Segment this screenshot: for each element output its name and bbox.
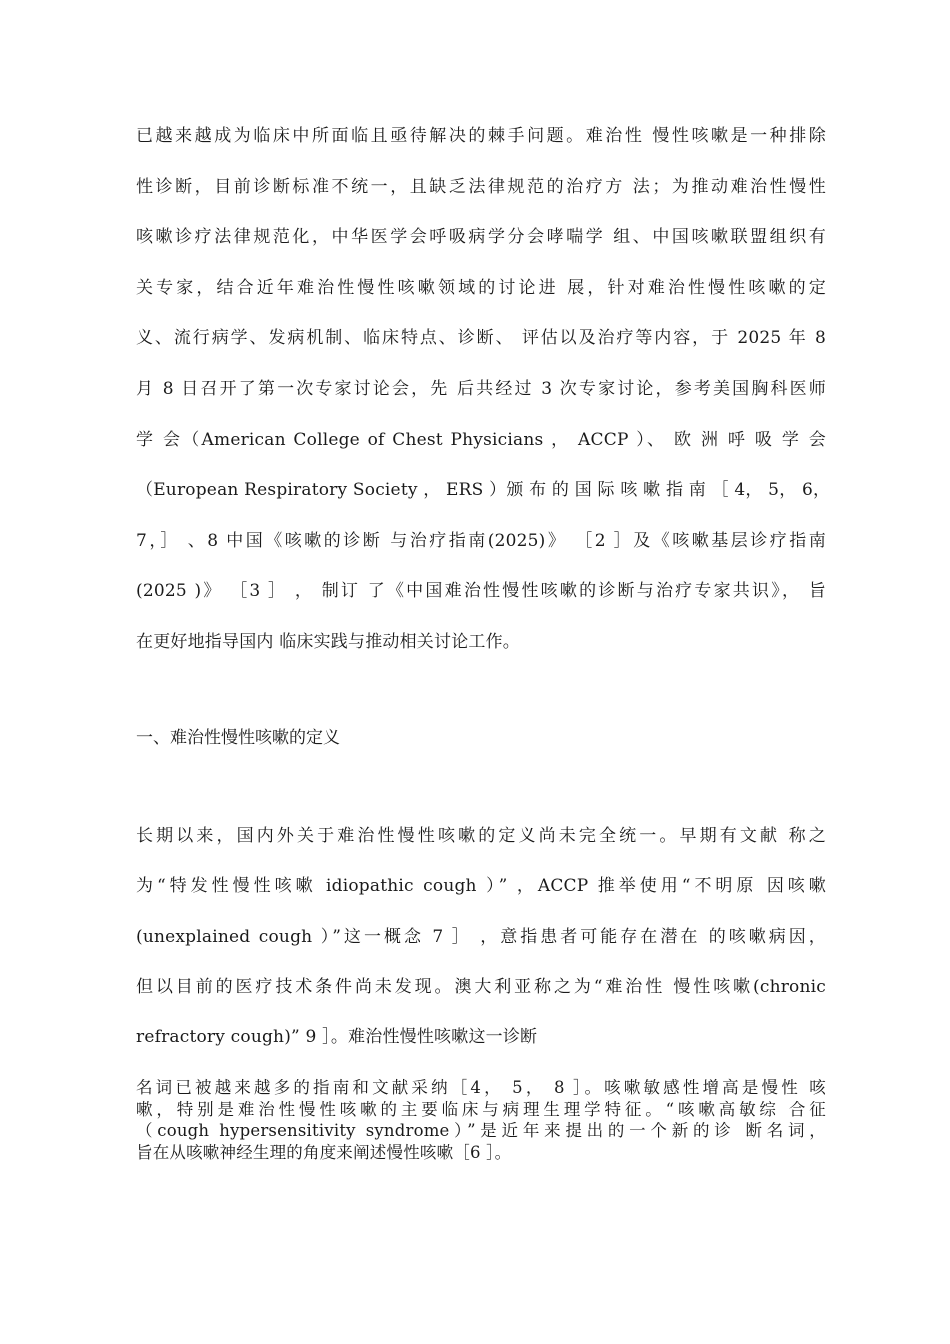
text-line: 长期以来，国内外关于难治性慢性咳嗽的定义尚未完全统一。早期有文献 称之 [136,826,826,846]
hypersensitivity-paragraph [136,1078,826,1164]
text-line: 学 会（American College of Chest Physicians ， ACCP ）、 欧 洲 呼 吸 学 会 [136,429,826,450]
text-line: 已越来越成为临床中所面临且亟待解决的棘手问题。难治性 慢性咳嗽是一种排除 [136,126,826,146]
text-line: 咳嗽诊疗法律规范化，中华医学会呼吸病学分会哮喘学 组、中国咳嗽联盟组织有 [136,227,826,248]
text-line: 月 8 日召开了第一次专家讨论会，先 后共经过 3 次专家讨论，参考美国胸科医师 [136,378,826,399]
section-heading: 一、难治性慢性咳嗽的定义 [136,728,340,748]
text-line: 性诊断，目前诊断标准不统一，且缺乏法律规范的治疗方 法；为推动难治性慢性 [136,176,826,197]
intro-paragraph [136,126,831,683]
text-line: 旨在从咳嗽神经生理的角度来阐述慢性咳嗽［6 ］。 [136,1142,512,1162]
text-line: refractory cough)” 9 ］。难治性慢性咳嗽这一诊断 [136,1027,538,1048]
text-line: （European Respiratory Society ， ERS ）颁 布 的 国 际 咳 嗽 指 南 ［ 4， 5， 6， [136,480,831,501]
text-line: 7，］ 、8 中国《咳嗽的诊断 与治疗指南(2025)》 ［2 ］及《咳嗽基层诊疗指南 [136,530,826,551]
text-line: 但以目前的医疗技术条件尚未发现。澳大利亚称之为“难治性 慢性咳嗽(chronic [136,976,826,997]
text-line: 名词已被越来越多的指南和文献采纳［4， 5， 8 ］。咳嗽敏感性增高是慢性 咳 [136,1078,826,1097]
text-line: (2025 )》 ［3 ］ ， 制订 了《中国难治性慢性咳嗽的诊断与治疗专家共识》， 旨 [136,581,826,602]
text-line: 在更好地指导国内 临床实践与推动相关讨论工作。 [136,631,521,652]
text-line: 嗽，特别是难治性慢性咳嗽的主要临床与病理生理学特征。“咳嗽高敏综 合征 [136,1099,826,1119]
text-line: （cough hypersensitivity syndrome）”是近年来提出的一个新的诊 断名词， [136,1121,826,1140]
text-line: (unexplained cough ）”这一概念 7 ］ ，意指患者可能存在潜在 的咳嗽病因， [136,926,826,947]
text-line: 关专家，结合近年难治性慢性咳嗽领域的讨论进 展，针对难治性慢性咳嗽的定 [136,277,826,298]
text-line: 为“特发性慢性咳嗽 idiopathic cough ）” ，ACCP 推举使用“不明原 因咳嗽 [136,876,826,897]
definition-paragraph [136,826,826,1077]
text-line: 义、流行病学、发病机制、临床特点、诊断、 评估以及治疗等内容，于 2025 年 8 [136,328,826,349]
